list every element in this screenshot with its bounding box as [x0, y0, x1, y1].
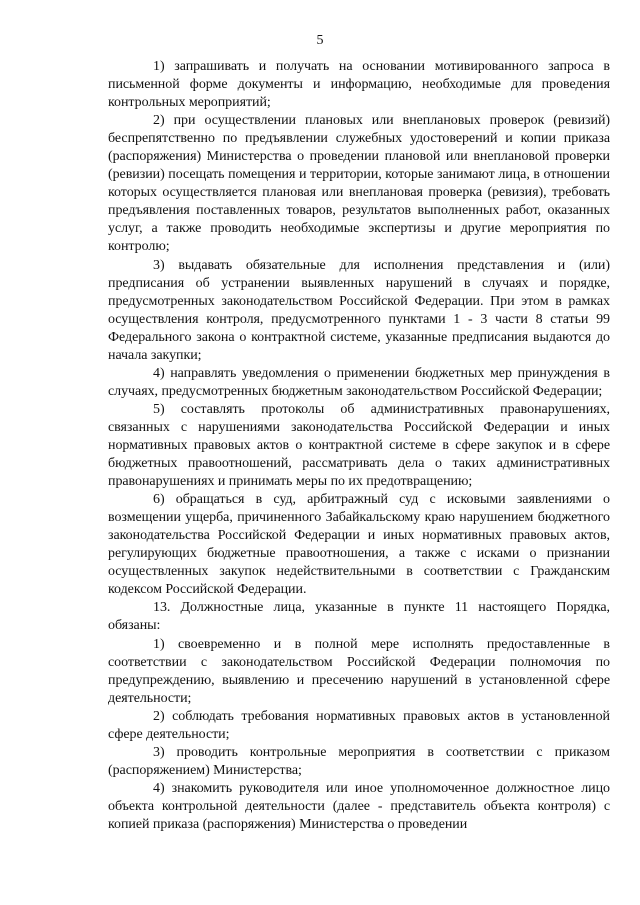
paragraph-duty-4: 4) знакомить руководителя или иное уполномоченное должностное лицо объекта контрольной деятельности (далее - представитель объекта контроля) с копией приказа (распоряжения) Министерства о проведении [108, 780, 610, 832]
document-body [108, 58, 610, 834]
page-number: 5 [316, 33, 324, 48]
paragraph-right-6: 6) обращаться в суд, арбитражный суд с исковыми заявлениями о возмещении ущерба, причиненного Забайкальскому краю нарушением бюджетного законодательства Российской Федерации и иных нормативных правовых актов, регулирующих бюджетные правоотношения, а также с исками о признании осуществленных закупок недействительными в соответствии с Гражданским кодексом Российской Федерации. [108, 492, 610, 598]
paragraph-duty-3: 3) проводить контрольные мероприятия в соответствии с приказом (распоряжением) Министерства; [108, 744, 610, 778]
paragraph-duty-2: 2) соблюдать требования нормативных правовых актов в установленной сфере деятельности; [108, 708, 610, 742]
paragraph-right-5: 5) составлять протоколы об административных правонарушениях, связанных с нарушениями законодательства Российской Федерации и иных нормативных правовых актов о контрактной системе в сфере закупок и в сфере бюджетных правоотношений, рассматривать дела о таких административных правонарушениях и принимать меры по их предотвращению; [108, 401, 610, 490]
paragraph-right-4: 4) направлять уведомления о применении бюджетных мер принуждения в случаях, предусмотренных бюджетным законодательством Российской Федерации; [108, 365, 610, 399]
paragraph-right-2: 2) при осуществлении плановых или внеплановых проверок (ревизий) беспрепятственно по предъявлении служебных удостоверений и копии приказа (распоряжения) Министерства о проведении плановой или внеплановой проверки (ревизии) посещать помещения и территории, которые занимают лица, в отношении которых осуществляется плановая или внеплановая проверка (ревизия), требовать предъявления поставленных товаров, результатов выполненных работ, оказанных услуг, а также проводить необходимые экспертизы и другие мероприятия по контролю; [108, 113, 610, 255]
paragraph-right-1: 1) запрашивать и получать на основании мотивированного запроса в письменной форме документы и информацию, необходимые для проведения контрольных мероприятий; [108, 59, 610, 111]
paragraph-duty-1: 1) своевременно и в полной мере исполнять предоставленные в соответствии с законодательством Российской Федерации полномочия по предупреждению, выявлению и пресечению нарушений в установленной сфере деятельности; [108, 636, 610, 706]
paragraph-right-3: 3) выдавать обязательные для исполнения представления и (или) предписания об устранении выявленных нарушений в случаях и порядке, предусмотренных законодательством Российской Федерации. При этом в рамках осуществления контроля, предусмотренного пунктами 1 - 3 части 8 статьи 99 Федерального закона о контрактной системе, указанные предписания выдаются до начала закупки; [108, 257, 610, 363]
paragraph-clause-13: 13. Должностные лица, указанные в пункте 11 настоящего Порядка, обязаны: [108, 600, 610, 634]
